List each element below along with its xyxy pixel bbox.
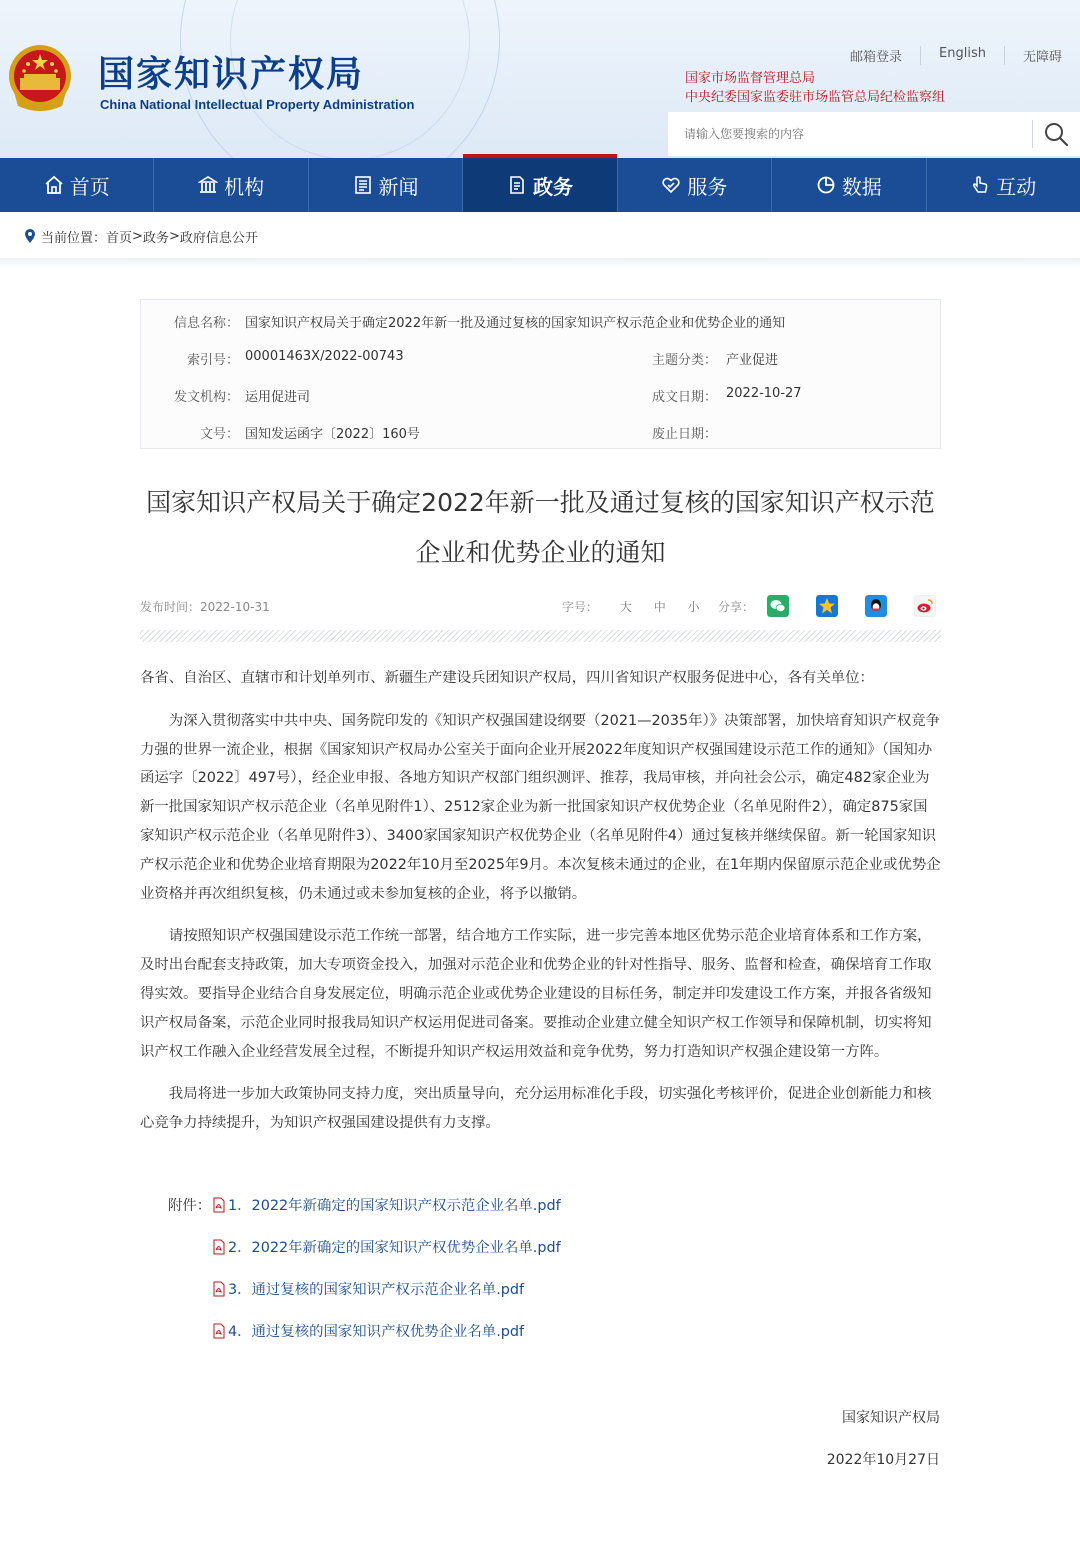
info-value: 国家知识产权局关于确定2022年新一批及通过复核的国家知识产权示范企业和优势企业的通知 bbox=[245, 316, 786, 331]
attachment-link[interactable] bbox=[212, 1194, 561, 1215]
nav-label: 数据 bbox=[841, 174, 882, 199]
signature-org: 国家知识产权局 bbox=[842, 1410, 940, 1426]
breadcrumb-prefix: 当前位置： bbox=[41, 230, 107, 246]
info-label: 索引号： bbox=[186, 353, 239, 368]
breadcrumb-separator: > bbox=[168, 228, 180, 244]
info-value: 产业促进 bbox=[726, 353, 779, 368]
site-logo-cn[interactable]: 国家知识产权局 bbox=[98, 54, 365, 95]
article-meta bbox=[140, 595, 941, 617]
signature-date: 2022年10月27日 bbox=[826, 1452, 940, 1468]
document-icon bbox=[507, 175, 527, 195]
english-link[interactable]: English bbox=[920, 46, 1004, 65]
location-pin-icon bbox=[24, 228, 36, 244]
info-label: 废止日期： bbox=[651, 427, 717, 442]
attachment-title[interactable]: 1．2022年新确定的国家知识产权示范企业名单.pdf bbox=[228, 1198, 561, 1214]
search-input[interactable] bbox=[668, 112, 1032, 156]
wechat-share-icon[interactable] bbox=[767, 595, 789, 617]
search-box bbox=[668, 112, 1080, 156]
page-title-line: 国家知识产权局关于确定2022年新一批及通过复核的国家知识产权示范 bbox=[146, 488, 935, 517]
nav-item-institution[interactable] bbox=[154, 158, 308, 212]
attachment-title[interactable]: 4．通过复核的国家知识产权优势企业名单.pdf bbox=[228, 1324, 525, 1340]
pdf-icon bbox=[212, 1197, 226, 1213]
discipline-dept-link[interactable]: 中央纪委国家监委驻市场监管总局纪检监察组 bbox=[685, 90, 946, 105]
pdf-icon bbox=[212, 1239, 226, 1255]
info-value: 2022-10-27 bbox=[726, 386, 802, 401]
pdf-icon bbox=[212, 1281, 226, 1297]
search-icon[interactable] bbox=[1040, 118, 1072, 150]
font-size-label: 字号： bbox=[562, 600, 599, 614]
article-body bbox=[140, 664, 941, 1152]
home-icon bbox=[44, 175, 64, 195]
info-label: 文号： bbox=[199, 427, 239, 442]
info-label: 发文机构： bbox=[173, 390, 239, 405]
national-emblem-icon[interactable] bbox=[6, 42, 74, 114]
publish-date: 发布时间：2022-10-31 bbox=[140, 600, 270, 614]
site-logo-en[interactable]: China National Intellectual Property Administration bbox=[100, 97, 415, 112]
breadcrumb-affairs[interactable]: 政务 bbox=[142, 230, 169, 246]
main-nav bbox=[0, 158, 1080, 212]
attachments-label: 附件： bbox=[168, 1198, 212, 1214]
nav-item-service[interactable] bbox=[618, 158, 772, 212]
nav-item-home[interactable] bbox=[0, 158, 154, 212]
nav-item-data[interactable] bbox=[772, 158, 926, 212]
share-label: 分享： bbox=[718, 600, 755, 614]
news-icon bbox=[353, 175, 373, 195]
nav-label: 新闻 bbox=[378, 174, 419, 199]
weibo-share-icon[interactable] bbox=[914, 595, 936, 617]
nav-item-government-affairs[interactable] bbox=[463, 158, 617, 212]
nav-label: 服务 bbox=[687, 174, 728, 199]
nav-label: 政务 bbox=[532, 174, 573, 199]
top-links bbox=[832, 46, 1080, 65]
info-label: 主题分类： bbox=[651, 353, 717, 368]
nav-label: 机构 bbox=[224, 174, 265, 199]
info-value: 国知发运函字〔2022〕160号 bbox=[245, 427, 420, 442]
mail-login-link[interactable]: 邮箱登录 bbox=[850, 50, 903, 65]
qq-share-icon[interactable] bbox=[865, 595, 887, 617]
institution-icon bbox=[198, 175, 218, 195]
page-title-line: 企业和优势企业的通知 bbox=[415, 538, 666, 567]
service-icon bbox=[661, 175, 681, 195]
attachment-title[interactable]: 2．2022年新确定的国家知识产权优势企业名单.pdf bbox=[228, 1240, 561, 1256]
site-header bbox=[0, 0, 1080, 158]
info-value: 运用促进司 bbox=[245, 390, 311, 405]
font-size-large-button[interactable]: 大 bbox=[619, 600, 632, 614]
nav-item-news[interactable] bbox=[309, 158, 463, 212]
page-title bbox=[140, 478, 941, 578]
breadcrumb-current[interactable]: 政府信息公开 bbox=[179, 230, 258, 246]
font-size-controls bbox=[562, 598, 718, 615]
article-paragraph: 为深入贯彻落实中共中央、国务院印发的《知识产权强国建设纲要（2021—2035年）》决策部署，加快培育知识产权竞争力强的世界一流企业，根据《国家知识产权局办公室关于面向企业开展2022年度知识产权强国建设示范工作的通知》（国知办函运字〔2022〕497号），经企业申报、各地方知识产权部门组织测评、推荐，我局审核，并向社会公示，确定482家企业为新一批国家知识产权示范企业（名单见附件1）、2512家企业为新一批国家知识产权优势企业（名单见附件2），确定875家国家知识产权示范企业（名单见附件3）、3400家国家知识产权优势企业（名单见附件4）通过复核并继续保留。新一轮国家知识产权示范企业和优势企业培育期限为2022年10月至2025年9月。本次复核未通过的企业，在1年期内保留原示范企业或优势企业资格并再次组织复核，仍未通过或未参加复核的企业，将予以撤销。 bbox=[140, 712, 941, 902]
attachment-link[interactable] bbox=[212, 1278, 524, 1299]
info-label: 信息名称： bbox=[173, 316, 239, 331]
attachment-link[interactable] bbox=[212, 1236, 561, 1257]
info-label: 成文日期： bbox=[651, 390, 717, 405]
accessibility-link[interactable]: 无障碍 bbox=[1004, 46, 1080, 65]
parent-dept-link[interactable]: 国家市场监督管理总局 bbox=[685, 71, 816, 86]
attachment-link[interactable] bbox=[212, 1320, 524, 1341]
hatch-divider bbox=[140, 630, 941, 642]
article-paragraph: 请按照知识产权强国建设示范工作统一部署，结合地方工作实际，进一步完善本地区优势示范企业培育体系和工作方案，及时出台配套支持政策，加大专项资金投入，加强对示范企业和优势企业的针对性指导、服务、监督和检查，确保培育工作取得实效。要指导企业结合自身发展定位，明确示范企业或优势企业建设的目标任务，制定并印发建设工作方案，并报各省级知识产权局备案，示范企业同时报我局知识产权运用促进司备案。要推动企业建立健全知识产权工作领导和保障机制，切实将知识产权工作融入企业经营发展全过程，不断提升知识产权运用效益和竞争优势，努力打造知识产权强企建设第一方阵。 bbox=[140, 928, 932, 1060]
search-divider bbox=[1032, 120, 1033, 148]
info-value: 00001463X/2022-00743 bbox=[245, 349, 404, 364]
article-paragraph: 我局将进一步加大政策协同支持力度，突出质量导向，充分运用标准化手段，切实强化考核评价，促进企业创新能力和核心竞争力持续提升，为知识产权强国建设提供有力支撑。 bbox=[140, 1086, 932, 1132]
breadcrumb-home[interactable]: 首页 bbox=[106, 230, 133, 246]
font-size-small-button[interactable]: 小 bbox=[687, 600, 700, 614]
nav-label: 首页 bbox=[69, 174, 110, 199]
info-table bbox=[140, 299, 941, 449]
breadcrumb-separator: > bbox=[132, 228, 143, 244]
attachment-title[interactable]: 3．通过复核的国家知识产权示范企业名单.pdf bbox=[228, 1282, 525, 1298]
pdf-icon bbox=[212, 1323, 226, 1339]
breadcrumb bbox=[0, 212, 1080, 260]
qzone-share-icon[interactable] bbox=[816, 595, 838, 617]
nav-label: 互动 bbox=[996, 174, 1037, 199]
chart-icon bbox=[816, 175, 836, 195]
font-size-medium-button[interactable]: 中 bbox=[653, 600, 666, 614]
nav-item-interaction[interactable] bbox=[927, 158, 1080, 212]
hand-icon bbox=[970, 175, 990, 195]
article-salutation: 各省、自治区、直辖市和计划单列市、新疆生产建设兵团知识产权局，四川省知识产权服务促进中心，各有关单位： bbox=[140, 670, 874, 686]
breadcrumb-shadow bbox=[0, 258, 1080, 268]
